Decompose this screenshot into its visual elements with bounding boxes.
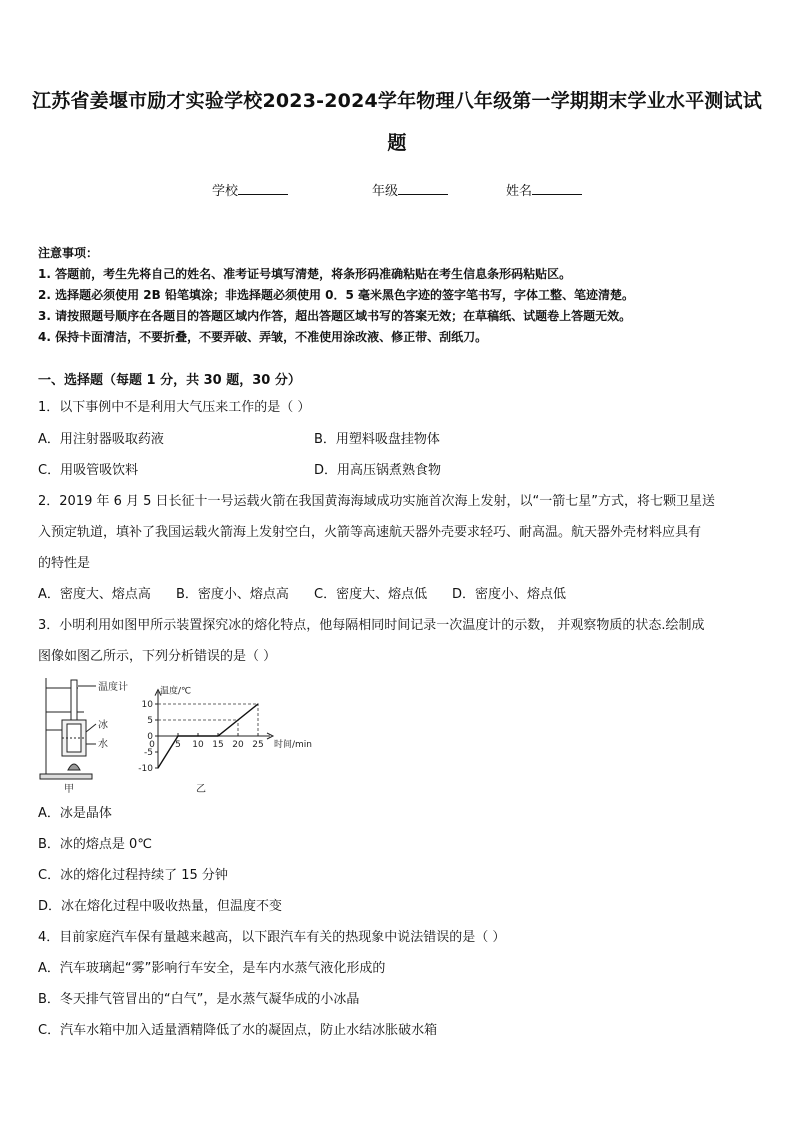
data-point [177,735,178,736]
data-point [217,735,218,736]
x-tick-label: 5 [175,740,181,750]
q3-option-a: A．冰是晶体 [38,806,112,821]
thermometer-label: 温度计 [98,682,128,693]
name-field [506,180,582,199]
q4-stem: 4．目前家庭汽车保有量越来越高，以下跟汽车有关的热现象中说法错误的是（ ） [38,930,506,945]
x-tick-label: 0 [149,740,155,750]
school-label: 学校 [212,184,239,199]
q1-option-a: A．用注射器吸取药液 [38,432,164,447]
q2-option-c: C．密度大、熔点低 [314,587,428,602]
grade-blank [398,183,448,195]
q3-stem-line1: 3．小明利用如图甲所示装置探究冰的熔化特点，他每隔相同时间记录一次温度计的示数， 并观察物质的状态.绘制成 [38,618,705,633]
q3-stem-line2: 图像如图乙所示，下列分析错误的是（ ） [38,649,277,664]
grade-field [372,180,448,199]
y-tick-label: -10 [138,764,153,774]
ice-pointer [86,724,96,732]
q2-stem-line2: 入预定轨道，填补了我国运载火箭海上发射空白，火箭等高速航天器外壳要求轻巧、耐高温。航天器外壳材料应具有 [38,525,702,540]
school-field [212,180,288,199]
temperature-time-chart [138,685,312,774]
x-axis-label: 时间/min [274,740,313,750]
name-label: 姓名 [506,184,533,199]
x-tick-label: 20 [232,740,244,750]
note-item: 2. 选择题必须使用 2B 铅笔填涂；非选择题必须使用 0．5 毫米黑色字迹的签字笔书写，字体工整、笔迹清楚。 [38,288,634,302]
section-heading: 一、选择题（每题 1 分，共 30 题，30 分） [38,373,301,388]
q1-stem: 1．以下事例中不是利用大气压来工作的是（ ） [38,400,311,415]
q2-stem-line1: 2．2019 年 6 月 5 日长征十一号运载火箭在我国黄海海域成功实施首次海上发射，以“一箭七星”方式，将七颗卫星送 [38,494,716,509]
q3-option-b: B．冰的熔点是 0℃ [38,837,152,852]
x-tick-label: 15 [212,740,224,750]
y-tick-label: 10 [141,700,153,710]
figure-b-label: 乙 [196,784,206,795]
q2-option-b: B．密度小、熔点高 [176,587,289,602]
grade-label: 年级 [372,184,399,199]
q1-option-d: D．用高压锅煮熟食物 [314,463,442,478]
y-axis-label: 温度/℃ [160,686,192,697]
q2-option-a: A．密度大、熔点高 [38,587,151,602]
ice-label: 冰 [98,720,108,731]
apparatus-diagram [40,678,96,779]
note-item: 1. 答题前，考生先将自己的姓名、准考证号填写清楚，将条形码准确粘贴在考生信息条形码粘贴区。 [38,267,572,281]
q3-option-c: C．冰的熔化过程持续了 15 分钟 [38,868,228,883]
y-tick-label: 0 [147,732,153,742]
x-tick-label: 25 [252,740,264,750]
q2-option-d: D．密度小、熔点低 [452,587,567,602]
water-label: 水 [98,739,108,750]
q3-figure [38,674,313,796]
q4-option-c: C．汽车水箱中加入适量酒精降低了水的凝固点，防止水结冰胀破水箱 [38,1023,438,1038]
data-point [257,703,258,704]
figure-a-label: 甲 [64,784,74,795]
q1-option-b: B．用塑料吸盘挂物体 [314,432,440,447]
y-tick-label: -5 [144,748,153,758]
note-item: 3. 请按照题号顺序在各题目的答题区域内作答，超出答题区域书写的答案无效；在草稿纸、试题卷上答题无效。 [38,309,632,323]
name-blank [532,183,582,195]
stand-base [40,774,92,779]
q4-option-a: A．汽车玻璃起“雾”影响行车安全，是车内水蒸气液化形成的 [38,961,386,976]
exam-title-line2: 题 [387,132,407,154]
q4-option-b: B．冬天排气管冒出的“白气”，是水蒸气凝华成的小冰晶 [38,992,360,1007]
q3-option-d: D．冰在熔化过程中吸收热量，但温度不变 [38,899,283,914]
q3-figure-svg [38,674,313,796]
notes-heading: 注意事项： [38,246,99,260]
x-tick-label: 10 [192,740,204,750]
q2-stem-line3: 的特性是 [38,556,91,571]
exam-title-line1: 江苏省姜堰市励才实验学校2023-2024学年物理八年级第一学期期末学业水平测试试 [32,90,762,112]
note-item: 4. 保持卡面清洁，不要折叠，不要弄破、弄皱，不准使用涂改液、修正带、刮纸刀。 [38,330,488,344]
school-blank [238,183,288,195]
lamp-flame [68,764,80,770]
y-tick-label: 5 [147,716,153,726]
data-point [157,767,158,768]
q1-option-c: C．用吸管吸饮料 [38,463,139,478]
